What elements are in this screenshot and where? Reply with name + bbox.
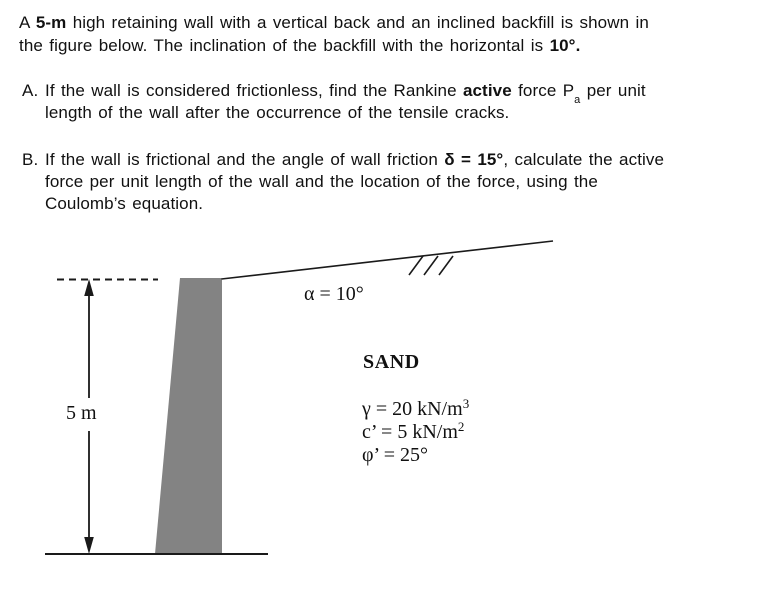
- backfill-angle-label: α = 10°: [304, 283, 364, 305]
- angle-value-bold: 10°.: [549, 36, 581, 55]
- intro-text: the figure below. The inclination of the backfill with the horizontal is: [19, 36, 550, 55]
- item-a-run: length of the wall after the occurrence of the tensile cracks.: [45, 102, 510, 122]
- active-bold: active: [462, 81, 512, 100]
- item-b-run: , calculate the active: [503, 150, 665, 169]
- unit-weight-property: [362, 398, 469, 421]
- intro-text: high retaining wall with a vertical back and an inclined backfill is shown in: [66, 13, 649, 32]
- item-a-run: If the wall is considered frictionless, find the Rankine: [45, 81, 463, 100]
- pa-subscript: a: [574, 94, 581, 107]
- hatch-mark: [409, 256, 423, 275]
- item-a-run: per unit: [580, 81, 646, 100]
- arrow-down-icon: [84, 537, 94, 554]
- friction-angle-property: [362, 444, 469, 467]
- cohesion-text: c’ = 5 kN/m: [362, 421, 458, 443]
- unit-weight-text: γ = 20 kN/m: [362, 398, 463, 420]
- item-b-marker: B.: [22, 150, 39, 169]
- cohesion-exponent: 2: [457, 419, 465, 435]
- slope-hatch-marks: [409, 256, 453, 275]
- delta-value-bold: δ = 15°: [444, 150, 504, 169]
- hatch-mark: [424, 256, 438, 275]
- item-a-run: force P: [511, 81, 575, 100]
- item-b-run: force per unit length of the wall and the location of the force, using the: [45, 172, 598, 191]
- height-value-bold: 5-m: [35, 13, 67, 32]
- item-b-run: Coulomb’s equation.: [45, 194, 204, 213]
- soil-type-label: SAND: [363, 351, 420, 373]
- intro-text: A: [19, 13, 36, 32]
- retaining-wall-shape: [155, 278, 222, 554]
- cohesion-property: [362, 421, 469, 444]
- item-b-run: If the wall is frictional and the angle of wall friction: [45, 150, 445, 169]
- unit-weight-exponent: 3: [462, 396, 470, 412]
- hatch-mark: [439, 256, 453, 275]
- item-a-marker: A.: [22, 81, 39, 100]
- arrow-up-icon: [84, 279, 94, 296]
- soil-properties: [362, 398, 469, 467]
- wall-height-label: 5 m: [66, 402, 97, 424]
- backfill-surface-line: [222, 241, 554, 279]
- friction-angle-text: φ’ = 25°: [362, 444, 428, 466]
